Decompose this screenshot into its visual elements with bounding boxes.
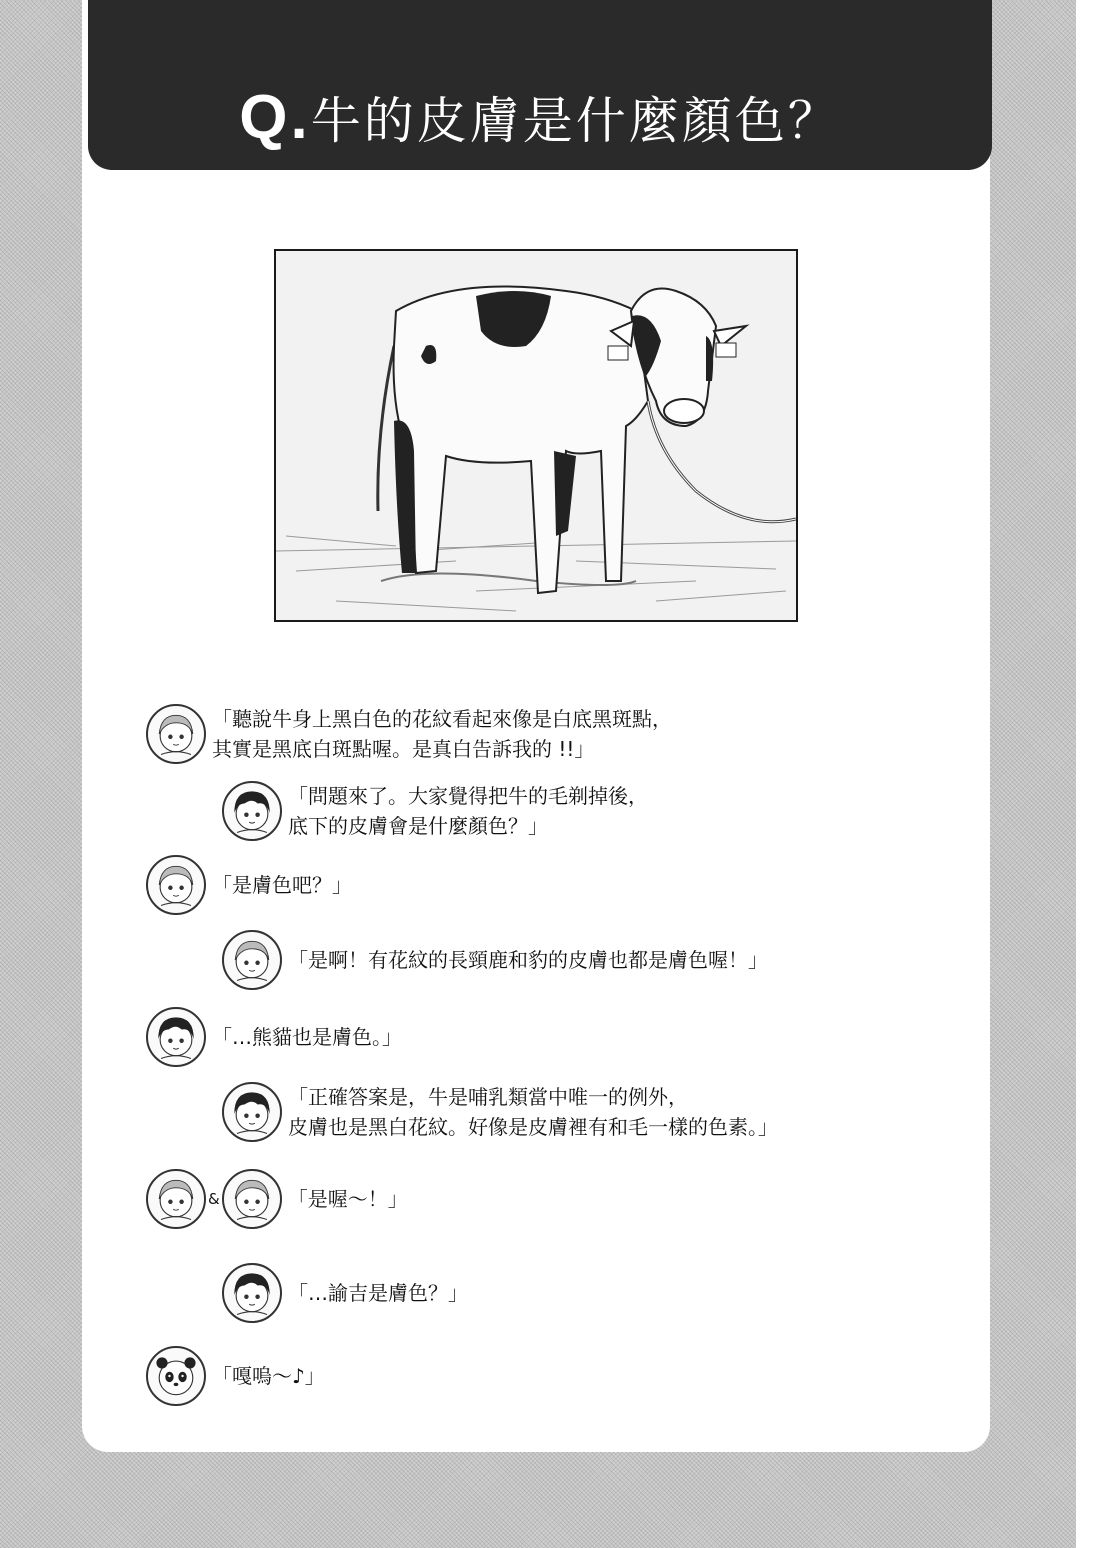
face-icon bbox=[224, 1265, 280, 1321]
face-icon bbox=[224, 1171, 280, 1227]
dialogue-line-6 bbox=[222, 1082, 778, 1142]
avatar-panda bbox=[146, 1346, 206, 1406]
cow-illustration bbox=[274, 249, 798, 622]
speech-text: 「正確答案是，牛是哺乳類當中唯一的例外， 皮膚也是黑白花紋。好像是皮膚裡有和毛一樣的色素。」 bbox=[288, 1085, 778, 1139]
cow-image bbox=[276, 251, 796, 620]
avatar-girl-short-hair bbox=[146, 855, 206, 915]
dialogue-line-5 bbox=[146, 1007, 402, 1067]
page-edge bbox=[1076, 0, 1100, 1548]
face-icon bbox=[148, 706, 204, 762]
page-title bbox=[88, 78, 992, 161]
question-mark-q: Q. bbox=[239, 83, 311, 152]
dialogue-line-7 bbox=[146, 1169, 408, 1229]
speech-text: 「聽說牛身上黑白色的花紋看起來像是白底黑斑點， 其實是黑底白斑點喔。是真白告訴我的 !!」 bbox=[212, 707, 672, 761]
avatar-boy-dark-hair bbox=[222, 781, 282, 841]
avatar-girl-dark-hair bbox=[146, 1007, 206, 1067]
avatar-boy-dark-hair bbox=[222, 1082, 282, 1142]
dialogue-line-4 bbox=[222, 930, 768, 990]
avatar-girl-short-hair bbox=[146, 704, 206, 764]
speech-text: 「是膚色吧？」 bbox=[212, 873, 352, 897]
speech-text: 「是啊！有花紋的長頸鹿和豹的皮膚也都是膚色喔！」 bbox=[288, 948, 768, 972]
speech-text: 「嘎嗚～♪」 bbox=[212, 1364, 325, 1388]
title-text: 牛的皮膚是什麼顏色？ bbox=[310, 92, 841, 150]
face-icon bbox=[148, 1171, 204, 1227]
avatar-girl-short-hair bbox=[146, 1169, 206, 1229]
speech-text: 「…熊貓也是膚色。」 bbox=[212, 1025, 402, 1049]
speech-text: 「問題來了。大家覺得把牛的毛剃掉後， 底下的皮膚會是什麼顏色？」 bbox=[288, 784, 648, 838]
avatar-girl-light-hair bbox=[222, 1169, 282, 1229]
speech-text: 「…諭吉是膚色？」 bbox=[288, 1281, 468, 1305]
dialogue-line-8 bbox=[222, 1263, 468, 1323]
dialogue-line-2 bbox=[222, 781, 648, 841]
face-icon bbox=[224, 932, 280, 988]
face-icon bbox=[148, 1009, 204, 1065]
face-icon bbox=[224, 783, 280, 839]
avatar-girl-light-hair bbox=[222, 930, 282, 990]
dialogue-line-9 bbox=[146, 1346, 325, 1406]
panda-icon bbox=[148, 1348, 204, 1404]
dialogue-line-3 bbox=[146, 855, 352, 915]
dialogue-line-1 bbox=[146, 704, 672, 764]
speaker-joiner: & bbox=[208, 1190, 220, 1208]
face-icon bbox=[148, 857, 204, 913]
face-icon bbox=[224, 1084, 280, 1140]
speech-text: 「是喔～！」 bbox=[287, 1187, 408, 1211]
avatar-girl-dark-hair bbox=[222, 1263, 282, 1323]
